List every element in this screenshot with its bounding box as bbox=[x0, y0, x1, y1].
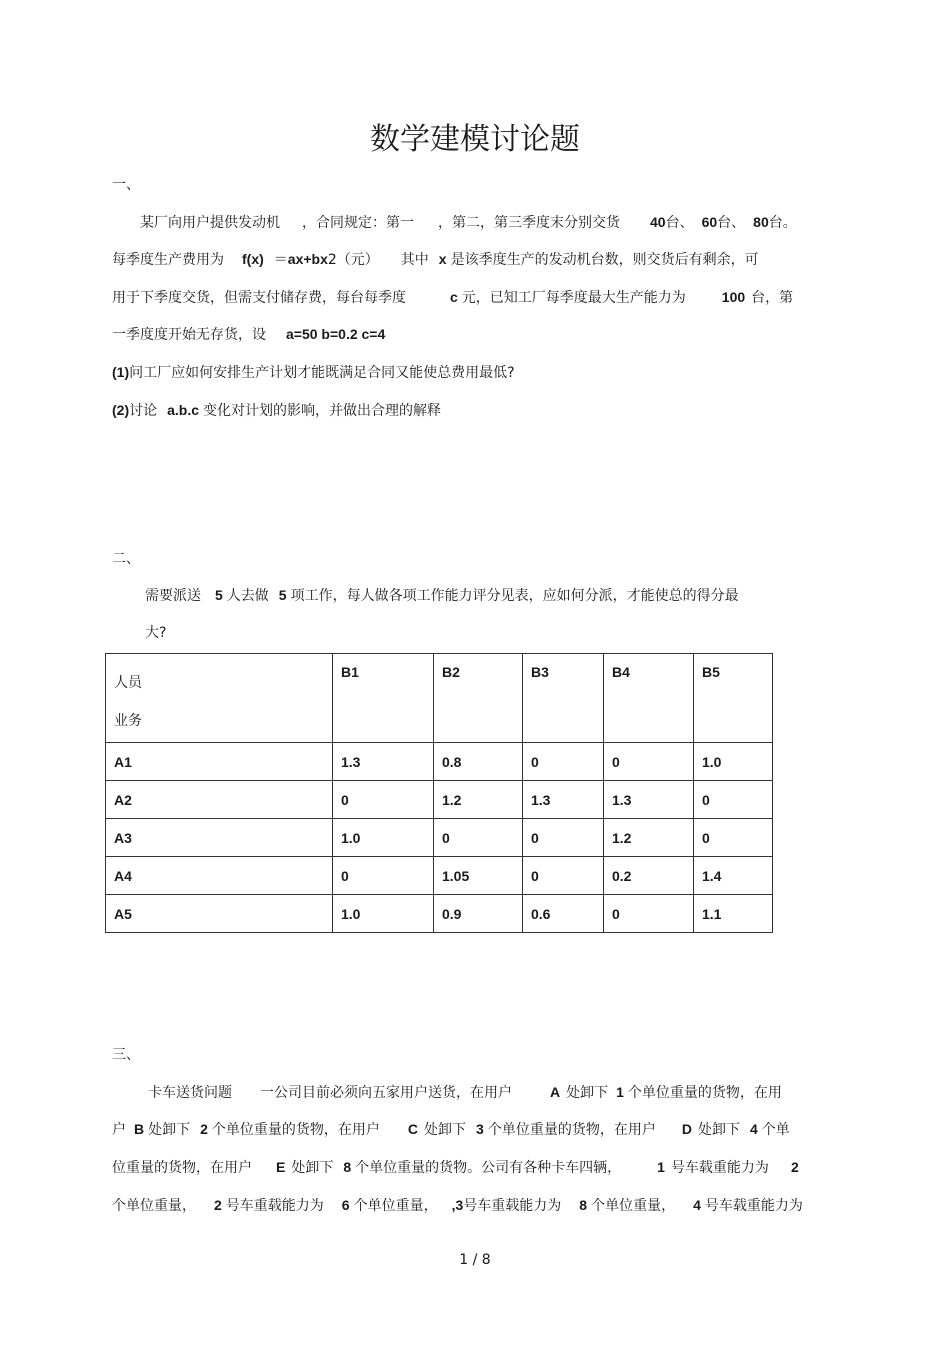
table-cell: 1.3 bbox=[523, 781, 604, 819]
score-table bbox=[105, 653, 773, 933]
page-title: 数学建模讨论题 bbox=[370, 122, 580, 157]
section3-line2: 户 B 处卸下 2 个单位重量的货物，在用户 C 处卸下 3 个单位重量的货物，在用户 D 处卸下 4 个单 bbox=[112, 1121, 790, 1138]
table-cell: 0 bbox=[523, 743, 604, 781]
row-label: A2 bbox=[106, 781, 333, 819]
section3-line3: 位重量的货物，在用户 E 处卸下 8 个单位重量的货物。公司有各种卡车四辆， 1 号车载重能力为 2 bbox=[112, 1159, 799, 1176]
page-number: 1 / 8 bbox=[459, 1252, 491, 1268]
table-cell: 0 bbox=[694, 819, 773, 857]
row-label: A3 bbox=[106, 819, 333, 857]
section3-line4: 个单位重量， 2 号车重载能力为 6 个单位重量， ,3号车重载能力为 8 个单位重量， 4 号车载重能力为 bbox=[112, 1197, 803, 1214]
section3-heading: 三、 bbox=[112, 1047, 140, 1063]
table-cell: 0 bbox=[604, 743, 694, 781]
table-cell: 0 bbox=[333, 781, 434, 819]
section1-line4: 一季度度开始无存货，设 a=50 b=0.2 c=4 bbox=[112, 326, 386, 343]
section1-line3: 用于下季度交货，但需支付储存费，每台每季度 c 元，已知工厂每季度最大生产能力为 100 台，第 bbox=[112, 289, 794, 306]
row-label: A4 bbox=[106, 857, 333, 895]
table-cell: 0 bbox=[434, 819, 523, 857]
column-header: B4 bbox=[604, 654, 694, 743]
row-label: A1 bbox=[106, 743, 333, 781]
table-cell: 0 bbox=[523, 819, 604, 857]
table-row bbox=[106, 857, 773, 895]
row-label: A5 bbox=[106, 895, 333, 933]
table-cell: 1.0 bbox=[333, 895, 434, 933]
table-cell: 0 bbox=[523, 857, 604, 895]
table-cell: 1.05 bbox=[434, 857, 523, 895]
table-cell: 0 bbox=[694, 781, 773, 819]
table-cell: 1.3 bbox=[333, 743, 434, 781]
table-cell: 1.3 bbox=[604, 781, 694, 819]
table-header-row bbox=[106, 654, 773, 743]
section1-heading: 一、 bbox=[112, 177, 140, 193]
table-cell: 1.2 bbox=[434, 781, 523, 819]
question-1: (1)问工厂应如何安排生产计划才能既满足合同又能使总费用最低? bbox=[112, 364, 515, 381]
table-cell: 0 bbox=[604, 895, 694, 933]
column-header: B3 bbox=[523, 654, 604, 743]
table-cell: 1.1 bbox=[694, 895, 773, 933]
table-row bbox=[106, 781, 773, 819]
table-cell: 1.2 bbox=[604, 819, 694, 857]
table-row bbox=[106, 819, 773, 857]
table-cell: 1.4 bbox=[694, 857, 773, 895]
column-header: B5 bbox=[694, 654, 773, 743]
table-cell: 0.2 bbox=[604, 857, 694, 895]
table-cell: 1.0 bbox=[694, 743, 773, 781]
corner-top-label: 人员 bbox=[114, 675, 142, 691]
section3-line1: 卡车送货问题 一公司目前必须向五家用户送货，在用户 A 处卸下 1 个单位重量的货物，在用 bbox=[148, 1084, 782, 1101]
table-cell: 0.8 bbox=[434, 743, 523, 781]
section1-line1: 某厂向用户提供发动机 ，合同规定：第一 ，第二，第三季度末分别交货 40台、 60台、 80台。 bbox=[140, 214, 797, 231]
section2-heading: 二、 bbox=[112, 551, 140, 567]
table-cell: 0 bbox=[333, 857, 434, 895]
section2-line2: 大? bbox=[145, 625, 167, 641]
table-cell: 0.6 bbox=[523, 895, 604, 933]
column-header: B2 bbox=[434, 654, 523, 743]
corner-bottom-label: 业务 bbox=[114, 713, 142, 729]
table-corner-cell bbox=[106, 654, 333, 743]
table-row bbox=[106, 895, 773, 933]
table-cell: 1.0 bbox=[333, 819, 434, 857]
column-header: B1 bbox=[333, 654, 434, 743]
table-row bbox=[106, 743, 773, 781]
section1-line2: 每季度生产费用为 f(x) ＝ax+bx2（元） 其中 x 是该季度生产的发动机台数，则交货后有剩余，可 bbox=[112, 251, 759, 268]
table-cell: 0.9 bbox=[434, 895, 523, 933]
question-2: (2)讨论 a.b.c 变化对计划的影响，并做出合理的解释 bbox=[112, 402, 442, 419]
section2-line1: 需要派送 5 人去做 5 项工作，每人做各项工作能力评分见表，应如何分派，才能使总的得分最 bbox=[145, 587, 739, 604]
